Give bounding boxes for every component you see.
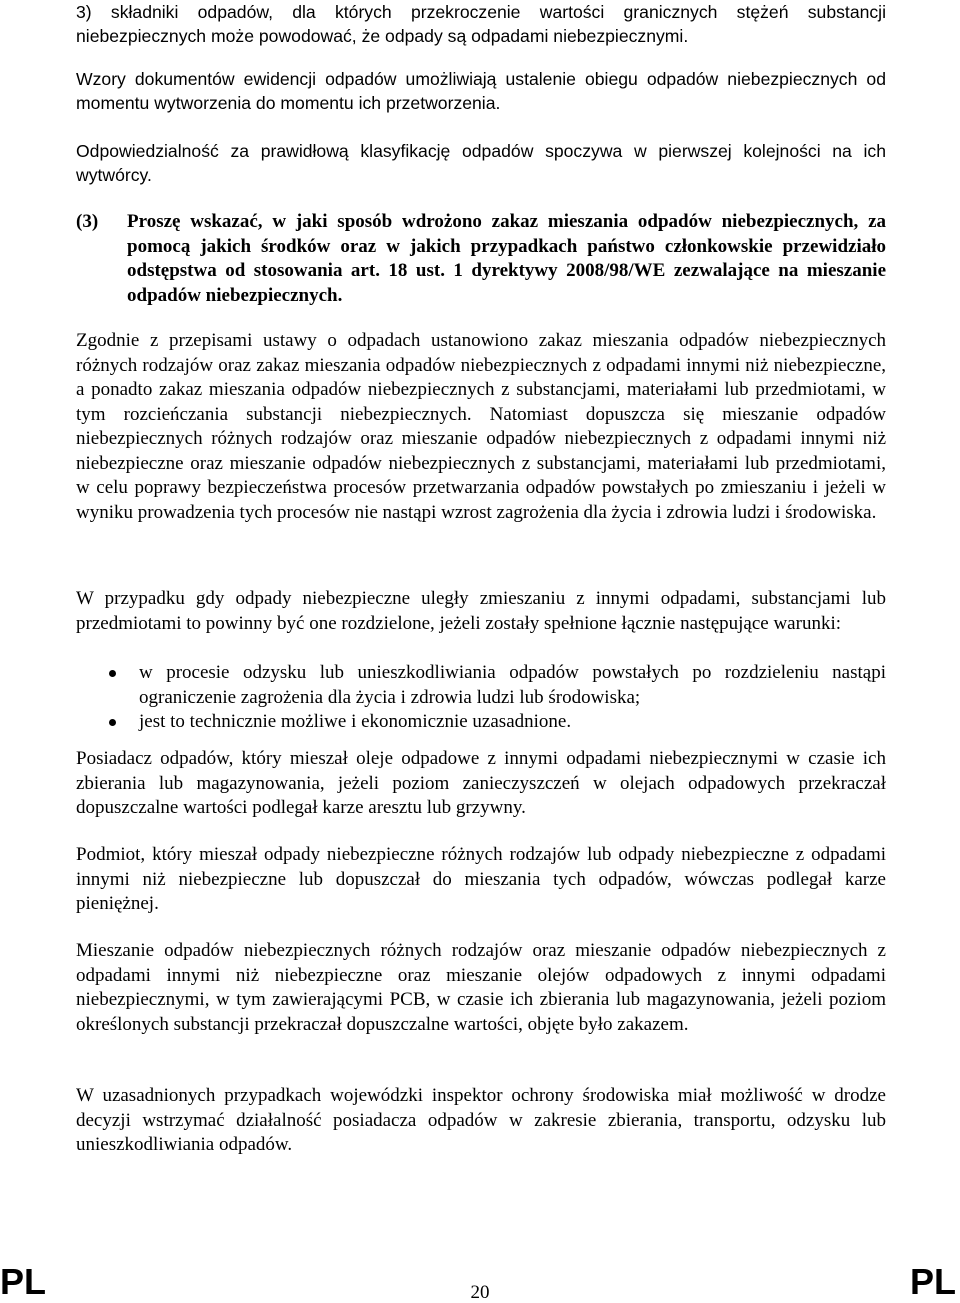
list-item	[76, 710, 886, 735]
answer-paragraph-6: W uzasadnionych przypadkach wojewódzki inspektor ochrony środowiska miał możliwość w drodze decyzji wstrzymać działalność posiadacza odpadów w zakresie zbierania, transportu, odzysku lub unieszkodliwiania odpadów.	[76, 1085, 886, 1155]
intro-paragraph-3: Odpowiedzialność za prawidłową klasyfikację odpadów spoczywa w pierwszej kolejności na ich wytwórcy.	[76, 141, 886, 185]
footer-country-code-right: PL	[909, 1261, 956, 1302]
intro-paragraph-2: Wzory dokumentów ewidencji odpadów umożliwiają ustalenie obiegu odpadów niebezpiecznych od momentu wytworzenia do momentu ich przetworzenia.	[76, 69, 886, 113]
answer-paragraph-3: Posiadacz odpadów, który mieszał oleje odpadowe z innymi odpadami niebezpiecznymi w czasie ich zbierania lub magazynowania, jeżeli poziom zanieczyszczeń w olejach odpadowych przekraczał dopuszczalne wartości podlegał karze aresztu lub grzywny.	[76, 748, 886, 818]
question-number: (3)	[76, 211, 99, 232]
question-text: Proszę wskazać, w jaki sposób wdrożono zakaz mieszania odpadów niebezpiecznych, za pomocą jakich środków oraz w jakich przypadkach państwo członkowskie przewidziało odstępstwa od stosowania art. 18 ust. 1 dyrektywy 2008/98/WE zezwalające na mieszanie odpadów niebezpiecznych.	[127, 211, 886, 306]
answer-paragraph-1: Zgodnie z przepisami ustawy o odpadach ustanowiono zakaz mieszania odpadów niebezpiecznych różnych rodzajów oraz zakaz mieszania odpadów niebezpiecznych z odpadami innymi niż niebezpieczne, a ponadto zakaz mieszania odpadów niebezpiecznych z substancjami, materiałami lub przedmiotami, w tym rozcieńczania substancji niebezpiecznych. Natomiast dopuszcza się mieszanie odpadów niebezpiecznych różnych rodzajów oraz mieszanie odpadów niebezpiecznych z odpadami innymi niż niebezpieczne oraz mieszanie odpadów niebezpiecznych z substancjami, materiałami lub przedmiotami, w celu poprawy bezpieczeństwa procesów przetwarzania odpadów powstałych po zmieszaniu i jeżeli w wyniku prowadzenia tych procesów nie nastąpi wzrost zagrożenia dla życia i zdrowia ludzi i środowiska.	[76, 330, 886, 523]
answer-paragraph-2: W przypadku gdy odpady niebezpieczne uległy zmieszaniu z innymi odpadami, substancjami lub przedmiotami to powinny być one rozdzielone, jeżeli zostały spełnione łącznie następujące warunki:	[76, 588, 886, 634]
list-item-text: jest to technicznie możliwe i ekonomicznie uzasadnione.	[139, 711, 572, 732]
bullet-icon	[109, 719, 116, 726]
question-block	[76, 210, 886, 308]
list-item-text: w procesie odzysku lub unieszkodliwiania odpadów powstałych po rozdzieleniu nastąpi ograniczenie zagrożenia dla życia i zdrowia ludzi lub środowiska;	[139, 662, 886, 708]
intro-paragraph-1: 3) składniki odpadów, dla których przekroczenie wartości granicznych stężeń substancji niebezpiecznych może powodować, że odpady są odpadami niebezpiecznymi.	[76, 2, 886, 46]
footer-country-code-left: PL	[0, 1261, 47, 1302]
list-item	[76, 661, 886, 710]
bullet-icon	[109, 670, 116, 677]
page-number: 20	[470, 1282, 490, 1303]
answer-paragraph-4: Podmiot, który mieszał odpady niebezpieczne różnych rodzajów lub odpady niebezpieczne z odpadami innymi niż niebezpieczne lub dopuszczał do mieszania tych odpadów, wówczas podlegał karze pieniężnej.	[76, 844, 886, 914]
answer-paragraph-5: Mieszanie odpadów niebezpiecznych różnych rodzajów oraz mieszanie odpadów niebezpiecznych z odpadami innymi niż niebezpieczne oraz mieszanie olejów odpadowych z innymi odpadami niebezpiecznymi, w tym zawierającymi PCB, w czasie ich zbierania lub magazynowania, jeżeli poziom określonych substancji przekraczał dopuszczalne wartości, objęte było zakazem.	[76, 940, 886, 1035]
conditions-list	[76, 661, 886, 735]
